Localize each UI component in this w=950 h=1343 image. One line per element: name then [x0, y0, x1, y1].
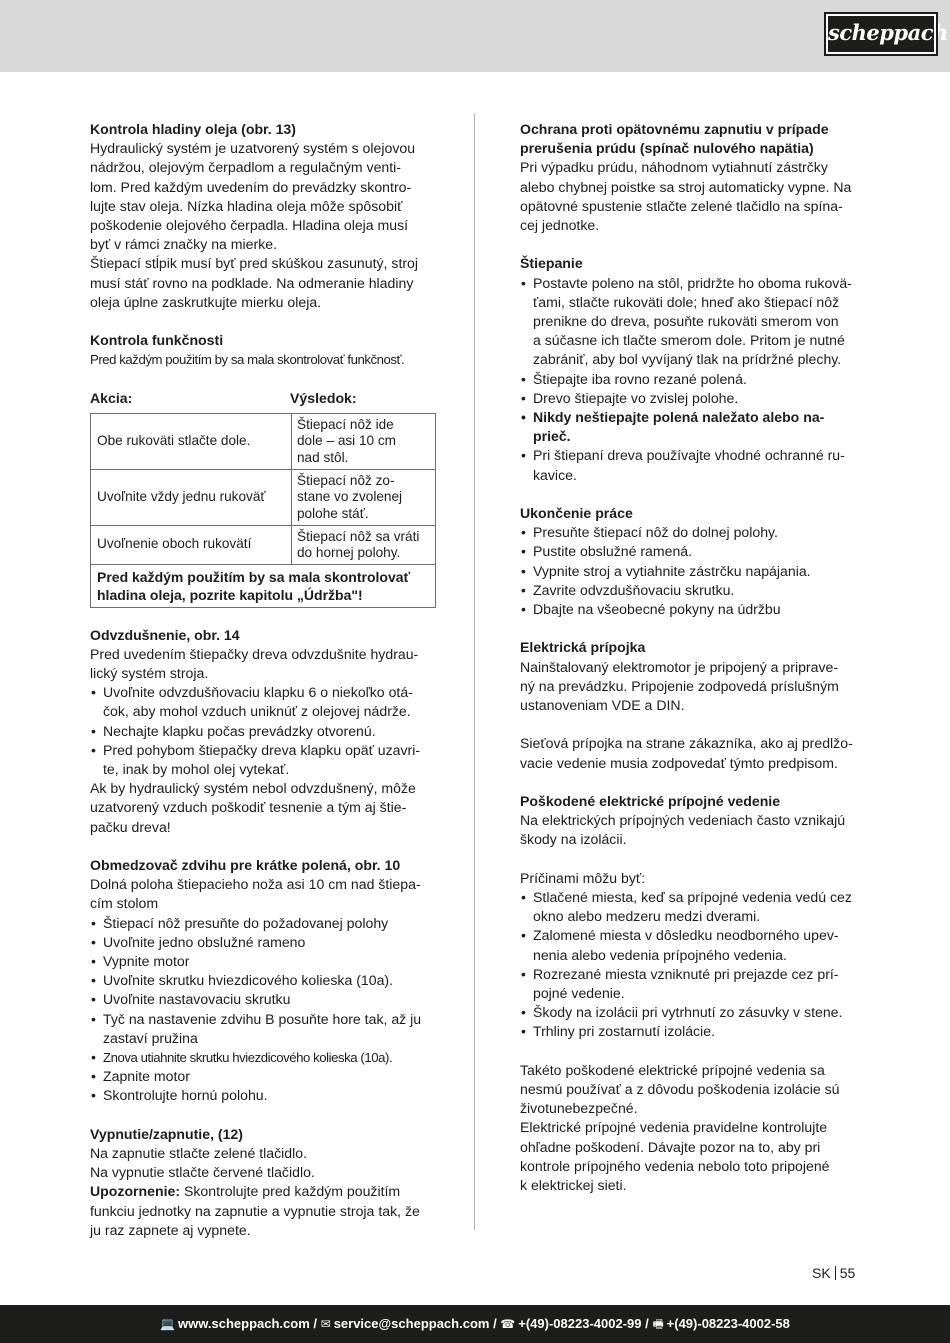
table-note-row — [91, 564, 436, 607]
text-line: • Nechajte klapku počas prevádzky otvorenú. — [103, 722, 376, 739]
fax-icon: 🖷 — [652, 1317, 664, 1331]
oil-check-text — [90, 139, 430, 312]
text-line: životunebezpečné. — [520, 1100, 638, 1117]
text-line: byť v rámci značky na mierke. — [90, 236, 277, 253]
finish-work-heading: Ukončenie práce — [520, 505, 633, 522]
text-line: Takéto poškodené elektrické prípojné vedenia sa — [520, 1061, 825, 1078]
text-line: Sieťová prípojka na strane zákazníka, ako aj predlžo- — [520, 735, 853, 752]
text-line: • Znova utiahnite skrutku hviezdicového kolieska (10a). — [103, 1050, 393, 1066]
text-line: oleja úplne zaskrutkujte mierku oleja. — [90, 293, 322, 310]
text-line: • Pred pohybom štiepačky dreva klapku opäť uzavri- — [103, 741, 421, 758]
action-cell: Uvoľnenie oboch rukovätí — [91, 525, 292, 564]
electrical-connection-heading: Elektrická prípojka — [520, 639, 646, 656]
venting-list — [90, 683, 430, 779]
list-item — [90, 1010, 430, 1048]
list-item — [90, 952, 430, 971]
list-item — [90, 683, 430, 721]
text-line: cím stolom — [90, 895, 159, 912]
text-line: ustanoveniam VDE a DIN. — [520, 697, 685, 714]
action-cell: Obe rukoväti stlačte dole. — [91, 413, 292, 469]
warning-label: Upozornenie: — [90, 1183, 181, 1200]
text-line: funkciu jednotky na zapnutie a vypnutie stroja tak, že — [90, 1202, 420, 1219]
text-line: opätovné spustenie stlačte zelené tlačidlo na spína- — [520, 197, 843, 214]
text-line: Nainštalovaný elektromotor je pripojený a priprave- — [520, 658, 839, 675]
list-item: • Presuňte štiepací nôž do dolnej polohy. — [520, 523, 860, 542]
text-line: Pred uvedením štiepačky dreva odvzdušnite hydrau- — [90, 645, 419, 662]
function-check-text: Pred každým použitím by sa mala skontrolovať funkčnosť. — [90, 352, 405, 368]
list-item — [90, 990, 430, 1009]
computer-icon: 💻 — [160, 1317, 176, 1331]
text-line: Štiepací nôž sa vráti — [297, 528, 420, 544]
text-line: pojné vedenie. — [533, 985, 625, 1002]
right-column — [520, 120, 860, 1195]
text-line: Pred každým použitím by sa mala skontrolovať — [97, 568, 411, 585]
left-column — [90, 120, 430, 1240]
text-line: dole – asi 10 cm — [297, 433, 396, 449]
damaged-cable-heading: Poškodené elektrické prípojné vedenie — [520, 793, 781, 810]
text-line: kavice. — [533, 466, 577, 483]
action-column-header: Akcia: — [90, 389, 133, 406]
text-line: ný na prevádzku. Pripojenie zodpovedá príslušným — [520, 677, 839, 694]
text-line: • Štiepajte iba rovno rezané polená. — [533, 370, 747, 387]
text-line: lujte stav oleja. Nízka hladina oleja môže spôsobiť — [90, 197, 403, 214]
list-item — [520, 926, 860, 964]
oil-check-heading: Kontrola hladiny oleja (obr. 13) — [90, 121, 296, 137]
result-cell — [292, 413, 436, 469]
warning-paragraph — [90, 1182, 430, 1240]
text-line: zastaví pružina — [103, 1029, 198, 1046]
text-line: nenia alebo vedenia prípojného vedenia. — [533, 946, 787, 963]
text-line: vacie vedenie musia zodpovedať týmto predpisom. — [520, 754, 838, 771]
list-item — [90, 914, 430, 933]
header-band — [0, 0, 950, 72]
phone-icon: ☎ — [500, 1317, 516, 1331]
email-icon: ✉ — [320, 1317, 331, 1331]
footer-separator: / — [309, 1316, 321, 1331]
restart-protection-heading — [520, 120, 860, 158]
table-row — [91, 469, 436, 525]
text-line: • Skontrolujte hornú polohu. — [103, 1087, 268, 1104]
text-line: • Tyč na nastavenie zdvihu B posuňte hore tak, až ju — [103, 1010, 422, 1027]
causes-list — [520, 888, 860, 1042]
list-item — [90, 1067, 430, 1086]
list-item — [90, 722, 430, 741]
text-line: • Uvoľnite nastavovaciu skrutku — [103, 991, 291, 1008]
list-item — [90, 1086, 430, 1105]
off-instruction: Na vypnutie stlačte červené tlačidlo. — [90, 1164, 315, 1181]
venting-heading: Odvzdušnenie, obr. 14 — [90, 626, 240, 643]
text-line: Štiepací nôž ide — [297, 417, 394, 433]
text-line: • Drevo štiepajte vo zvislej polohe. — [533, 389, 739, 406]
text-line: ohľadne poškodení. Dávajte pozor na to, aby pri — [520, 1138, 821, 1155]
text-line: • Uvoľnite jedno obslužné rameno — [103, 933, 306, 950]
text-line: cej jednotke. — [520, 217, 600, 234]
text-line: • Štiepací nôž presuňte do požadovanej polohy — [103, 914, 389, 931]
text-line: Skontrolujte pred každým použitím — [180, 1183, 401, 1200]
text-line: • Zalomené miesta v dôsledku neodborného upev- — [533, 927, 839, 944]
splitting-list — [520, 274, 860, 485]
text-line: musí stáť rovno na podklade. Na odmeranie hladiny — [90, 274, 414, 291]
text-line: nesmú používať a z dôvodu poškodenia izolácie sú — [520, 1081, 840, 1098]
electrical-connection-text — [520, 658, 860, 716]
result-column-header: Výsledok: — [290, 389, 357, 406]
stroke-limiter-list — [90, 914, 430, 1106]
phone-number: +(49)-08223-4002-99 — [518, 1316, 642, 1331]
list-item — [520, 274, 860, 370]
text-line: lom. Pred každým uvedením do prevádzky skontro- — [90, 178, 412, 195]
list-item — [520, 1022, 860, 1041]
list-item: • Vypnite stroj a vytiahnite zástrčku napájania. — [520, 562, 860, 581]
text-line: okno alebo medzeru medzi dverami. — [533, 908, 761, 925]
text-line: Hydraulický systém je uzatvorený systém s olejovou — [90, 140, 416, 157]
table-header — [90, 391, 430, 413]
column-divider — [474, 113, 475, 1230]
text-line: zabrániť, aby bol vyvíjaný tlak na prídržné plechy. — [533, 351, 842, 368]
text-line: stane vo zvolenej — [297, 489, 403, 505]
text-line: do hornej polohy. — [297, 545, 401, 561]
text-line: pačku dreva! — [90, 818, 171, 835]
footer-separator: / — [641, 1316, 653, 1331]
list-item — [90, 971, 430, 990]
page-number-value: 55 — [839, 1265, 856, 1281]
text-line: • Trhliny pri zostarnutí izolácie. — [533, 1023, 715, 1040]
table-row — [91, 413, 436, 469]
text-line: prenikne do dreva, posuňte rukoväti smerom von — [533, 313, 839, 330]
list-item — [520, 1003, 860, 1022]
stroke-limiter-heading: Obmedzovač zdvihu pre krátke polená, obr. 10 — [90, 857, 401, 874]
text-line: • Rozrezané miesta vzniknuté pri prejazde cez prí- — [533, 965, 839, 982]
fax-number: +(49)-08223-4002-58 — [666, 1316, 790, 1331]
text-line: ťami, stlačte rukoväti dole; hneď ako štiepací nôž — [533, 293, 840, 310]
list-item: • Pustite obslužné ramená. — [520, 542, 860, 561]
text-line: Ochrana proti opätovnému zapnutiu v prípade — [520, 121, 829, 137]
result-cell — [292, 525, 436, 564]
oil-level-note — [91, 564, 436, 607]
text-line: alebo chybnej poistke sa stroj automaticky vypne. Na — [520, 178, 852, 195]
text-line: poškodenie olejového čerpadla. Hladina oleja musí — [90, 217, 409, 234]
text-line: prerušenia prúdu (spínač nulového napätia) — [520, 140, 814, 157]
text-line: • Vypnite motor — [103, 953, 190, 970]
text-line: nádržou, olejovým čerpadlom a regulačným venti- — [90, 159, 401, 176]
text-line: Štiepací nôž zo- — [297, 473, 395, 489]
list-item: • Zavrite odvzdušňovaciu skrutku. — [520, 581, 860, 600]
footer-bar — [0, 1305, 950, 1343]
splitting-heading: Štiepanie — [520, 255, 583, 272]
list-item — [90, 741, 430, 779]
venting-outro — [90, 779, 430, 837]
website-link[interactable]: www.scheppach.com — [178, 1316, 310, 1331]
page-number — [812, 1265, 855, 1281]
language-code: SK — [812, 1265, 831, 1281]
text-line: a súčasne ich tlačte smerom dole. Pritom je nutné — [533, 332, 845, 349]
text-line: • Zapnite motor — [103, 1068, 190, 1085]
text-line: lický systém stroja. — [90, 665, 209, 682]
list-item — [520, 446, 860, 484]
finish-work-list — [520, 523, 860, 619]
text-line: k elektrickej sieti. — [520, 1177, 627, 1194]
text-line: hladina oleja, pozrite kapitolu „Údržba"! — [97, 586, 363, 603]
cable-inspection-text — [520, 1118, 860, 1195]
text-line: škody na izolácii. — [520, 831, 627, 848]
result-cell — [292, 469, 436, 525]
text-line: čok, aby mohol vzduch uniknúť z olejovej nádrže. — [103, 703, 411, 720]
text-line: Pri výpadku prúdu, náhodnom vytiahnutí zástrčky — [520, 159, 828, 176]
text-line: Na elektrických prípojných vedeniach často vznikajú — [520, 812, 846, 829]
text-line: Dolná poloha štiepacieho noža asi 10 cm nad štiepa- — [90, 876, 421, 893]
list-item-warning — [520, 408, 860, 446]
text-line: ju raz zapnete aj vypnete. — [90, 1221, 251, 1238]
on-instruction: Na zapnutie stlačte zelené tlačidlo. — [90, 1145, 308, 1162]
text-line: • Uvoľnite odvzdušňovaciu klapku 6 o niekoľko otá- — [103, 684, 413, 701]
footer-separator: / — [489, 1316, 501, 1331]
venting-intro — [90, 645, 430, 683]
table-row — [91, 525, 436, 564]
text-line: • Nikdy neštiepajte polená naležato alebo na- — [533, 409, 825, 426]
damaged-cable-text — [520, 811, 860, 849]
list-item — [520, 370, 860, 389]
list-item — [90, 933, 430, 952]
restart-protection-text — [520, 158, 860, 235]
damaged-cable-warning — [520, 1061, 860, 1119]
causes-intro: Príčinami môžu byť: — [520, 869, 646, 886]
text-line: nad stôl. — [297, 449, 349, 465]
email-link[interactable]: service@scheppach.com — [333, 1316, 490, 1331]
text-line: Štiepací stĺpik musí byť pred skúškou zasunutý, stroj — [90, 255, 419, 272]
mains-connection-text — [520, 734, 860, 772]
text-line: • Stlačené miesta, keď sa prípojné vedenia vedú cez — [533, 889, 852, 906]
text-line: prieč. — [533, 428, 571, 445]
action-cell: Uvoľnite vždy jednu rukoväť — [91, 469, 292, 525]
list-item — [520, 888, 860, 926]
text-line: te, inak by mohol olej vytekať. — [103, 761, 290, 778]
list-item: • Dbajte na všeobecné pokyny na údržbu — [520, 600, 860, 619]
text-line: • Uvoľnite skrutku hviezdicového kolieska (10a). — [103, 972, 394, 989]
function-check-heading: Kontrola funkčnosti — [90, 332, 224, 349]
text-line: polohe stáť. — [297, 505, 369, 521]
separator — [835, 1266, 836, 1280]
text-line: • Škody na izolácii pri vytrhnutí zo zásuvky v stene. — [533, 1004, 843, 1021]
text-line: • Pri štiepaní dreva používajte vhodné ochranné ru- — [533, 447, 845, 464]
list-item — [520, 965, 860, 1003]
on-off-heading: Vypnutie/zapnutie, (12) — [90, 1125, 243, 1142]
text-line: Elektrické prípojné vedenia pravidelne kontrolujte — [520, 1119, 828, 1136]
stroke-limiter-intro — [90, 875, 430, 913]
text-line: Ak by hydraulický systém nebol odvzdušnený, môže — [90, 780, 416, 797]
function-check-table — [90, 413, 436, 608]
text-line: • Postavte poleno na stôl, pridržte ho oboma rukovä- — [533, 274, 852, 291]
text-line: uzatvorený vzduch poškodiť tesnenie a tým aj štie- — [90, 799, 407, 816]
text-line: kontrole prípojného vedenia nebolo toto pripojené — [520, 1157, 830, 1174]
list-item — [520, 389, 860, 408]
scheppach-logo: scheppach — [826, 14, 936, 54]
list-item — [90, 1048, 430, 1067]
